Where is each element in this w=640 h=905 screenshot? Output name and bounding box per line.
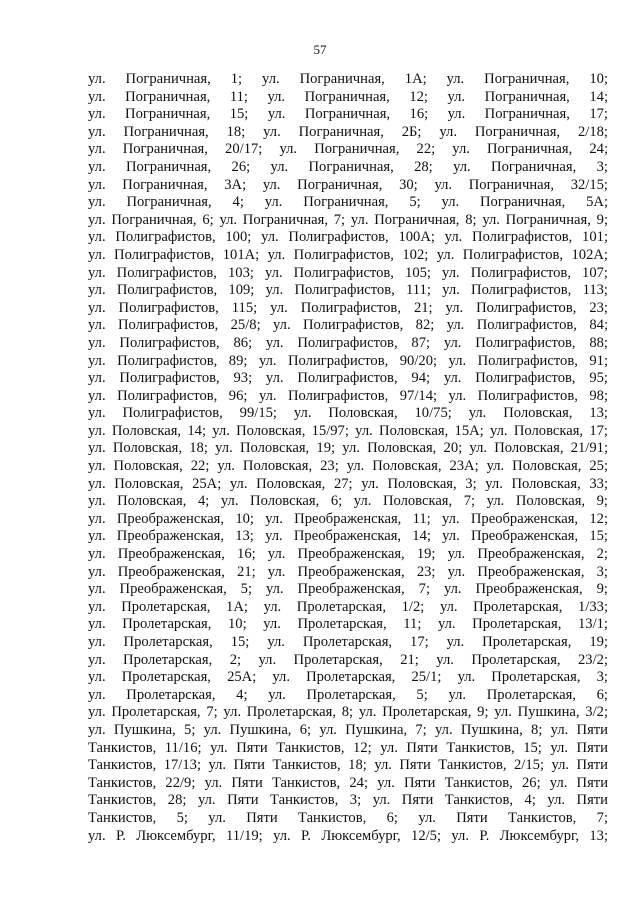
- text-line: ул. Пограничная, 3А; ул. Пограничная, 30; ул. Пограничная, 32/15;: [88, 176, 608, 193]
- text-line: ул. Пограничная, 18; ул. Пограничная, 2Б; ул. Пограничная, 2/18;: [88, 123, 608, 140]
- text-line: ул. Преображенская, 5; ул. Преображенская, 7; ул. Преображенская, 9;: [88, 581, 608, 598]
- text-line: ул. Пролетарская, 15; ул. Пролетарская, 17; ул. Пролетарская, 19;: [88, 634, 608, 650]
- text-line: ул. Пролетарская, 10; ул. Пролетарская, 11; ул. Пролетарская, 13/1;: [88, 616, 608, 633]
- text-line: Танкистов, 22/9; ул. Пяти Танкистов, 24; ул. Пяти Танкистов, 26; ул. Пяти: [88, 774, 608, 791]
- text-line: ул. Преображенская, 10; ул. Преображенская, 11; ул. Преображенская, 12;: [88, 510, 608, 527]
- text-line: ул. Половская, 25А; ул. Половская, 27; ул. Половская, 3; ул. Половская, 33;: [88, 475, 608, 492]
- text-line: ул. Полиграфистов, 109; ул. Полиграфистов, 111; ул. Полиграфистов, 113;: [88, 282, 608, 299]
- text-line: ул. Пограничная, 4; ул. Пограничная, 5; ул. Пограничная, 5А;: [88, 194, 608, 211]
- text-line: ул. Полиграфистов, 103; ул. Полиграфистов, 105; ул. Полиграфистов, 107;: [88, 264, 608, 281]
- text-line: ул. Половская, 18; ул. Половская, 19; ул. Половская, 20; ул. Половская, 21/91;: [88, 440, 608, 457]
- text-line: ул. Преображенская, 21; ул. Преображенская, 23; ул. Преображенская, 3;: [88, 563, 608, 580]
- text-line: ул. Пограничная, 6; ул. Пограничная, 7; ул. Пограничная, 8; ул. Пограничная, 9;: [88, 211, 608, 228]
- page-number: 57: [313, 42, 327, 57]
- text-line: ул. Пограничная, 1; ул. Пограничная, 1А; ул. Пограничная, 10;: [88, 71, 608, 87]
- text-line: ул. Половская, 14; ул. Половская, 15/97; ул. Половская, 15А; ул. Половская, 17;: [88, 422, 608, 439]
- text-line: ул. Половская, 22; ул. Половская, 23; ул. Половская, 23А; ул. Половская, 25;: [88, 458, 608, 475]
- text-line: ул. Пограничная, 26; ул. Пограничная, 28; ул. Пограничная, 3;: [88, 158, 608, 175]
- text-line: ул. Пролетарская, 4; ул. Пролетарская, 5; ул. Пролетарская, 6;: [88, 686, 608, 703]
- text-line: ул. Преображенская, 13; ул. Преображенская, 14; ул. Преображенская, 15;: [88, 528, 608, 545]
- text-line: ул. Полиграфистов, 99/15; ул. Половская, 10/75; ул. Половская, 13;: [88, 405, 608, 422]
- text-line: ул. Пушкина, 5; ул. Пушкина, 6; ул. Пушкина, 7; ул. Пушкина, 8; ул. Пяти: [88, 721, 608, 738]
- text-line: ул. Преображенская, 16; ул. Преображенская, 19; ул. Преображенская, 2;: [88, 546, 608, 563]
- address-list: [88, 71, 608, 845]
- text-line: ул. Пролетарская, 25А; ул. Пролетарская, 25/1; ул. Пролетарская, 3;: [88, 669, 608, 686]
- text-line: ул. Полиграфистов, 89; ул. Полиграфистов, 90/20; ул. Полиграфистов, 91;: [88, 352, 608, 369]
- text-line: ул. Пограничная, 15; ул. Пограничная, 16; ул. Пограничная, 17;: [88, 106, 608, 123]
- text-line: ул. Пограничная, 20/17; ул. Пограничная, 22; ул. Пограничная, 24;: [88, 141, 608, 158]
- text-line: ул. Пролетарская, 7; ул. Пролетарская, 8; ул. Пролетарская, 9; ул. Пушкина, 3/2;: [88, 704, 608, 721]
- text-line: ул. Пролетарская, 1А; ул. Пролетарская, 1/2; ул. Пролетарская, 1/33;: [88, 598, 608, 615]
- text-line: ул. Половская, 4; ул. Половская, 6; ул. Половская, 7; ул. Половская, 9;: [88, 493, 608, 510]
- text-line: ул. Полиграфистов, 96; ул. Полиграфистов, 97/14; ул. Полиграфистов, 98;: [88, 387, 608, 404]
- text-line: ул. Полиграфистов, 25/8; ул. Полиграфистов, 82; ул. Полиграфистов, 84;: [88, 317, 608, 334]
- text-line: ул. Полиграфистов, 100; ул. Полиграфистов, 100А; ул. Полиграфистов, 101;: [88, 229, 608, 246]
- text-line: ул. Полиграфистов, 115; ул. Полиграфистов, 21; ул. Полиграфистов, 23;: [88, 299, 608, 316]
- text-line: Танкистов, 28; ул. Пяти Танкистов, 3; ул. Пяти Танкистов, 4; ул. Пяти: [88, 792, 608, 809]
- text-line: ул. Р. Люксембург, 11/19; ул. Р. Люксембург, 12/5; ул. Р. Люксембург, 13;: [88, 827, 608, 844]
- text-line: ул. Полиграфистов, 86; ул. Полиграфистов, 87; ул. Полиграфистов, 88;: [88, 334, 608, 351]
- text-line: Танкистов, 5; ул. Пяти Танкистов, 6; ул. Пяти Танкистов, 7;: [88, 809, 608, 826]
- text-line: Танкистов, 17/13; ул. Пяти Танкистов, 18; ул. Пяти Танкистов, 2/15; ул. Пяти: [88, 757, 608, 774]
- text-line: Танкистов, 11/16; ул. Пяти Танкистов, 12; ул. Пяти Танкистов, 15; ул. Пяти: [88, 739, 608, 756]
- text-line: ул. Пролетарская, 2; ул. Пролетарская, 21; ул. Пролетарская, 23/2;: [88, 651, 608, 668]
- text-line: ул. Полиграфистов, 101А; ул. Полиграфистов, 102; ул. Полиграфистов, 102А;: [88, 246, 608, 263]
- text-line: ул. Пограничная, 11; ул. Пограничная, 12; ул. Пограничная, 14;: [88, 88, 608, 105]
- text-line: ул. Полиграфистов, 93; ул. Полиграфистов, 94; ул. Полиграфистов, 95;: [88, 370, 608, 387]
